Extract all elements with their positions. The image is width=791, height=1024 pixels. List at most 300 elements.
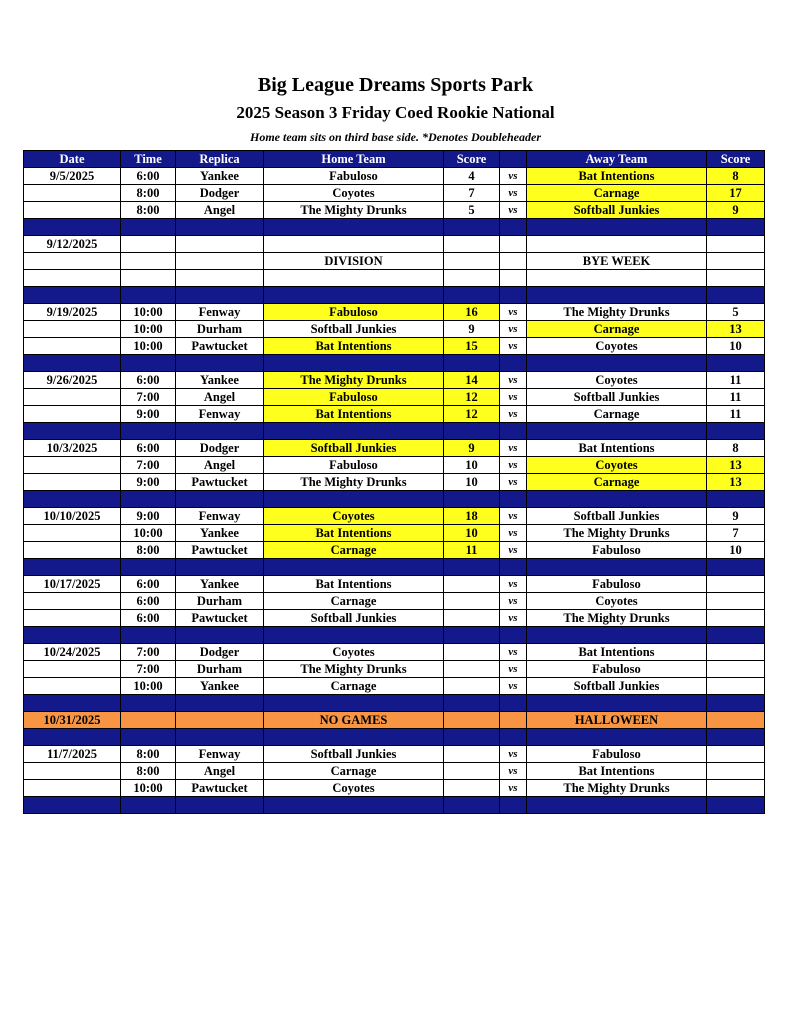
- separator-cell: [500, 491, 527, 508]
- separator-cell: [24, 627, 121, 644]
- separator-cell: [24, 559, 121, 576]
- date-cell: [24, 593, 121, 610]
- separator-cell: [264, 695, 444, 712]
- game-row: [24, 610, 765, 627]
- home-score-cell: 10: [444, 474, 500, 491]
- time-cell: 8:00: [121, 202, 176, 219]
- game-row: [24, 678, 765, 695]
- separator-cell: [176, 355, 264, 372]
- header-replica: Replica: [176, 151, 264, 168]
- replica-cell: Fenway: [176, 508, 264, 525]
- separator-cell: [707, 491, 765, 508]
- home-team-cell: Fabuloso: [264, 168, 444, 185]
- replica-cell: Pawtucket: [176, 542, 264, 559]
- separator-cell: [176, 219, 264, 236]
- home-team-cell: The Mighty Drunks: [264, 202, 444, 219]
- week-separator-row: [24, 423, 765, 440]
- home-score-cell: 5: [444, 202, 500, 219]
- page-title: Big League Dreams Sports Park: [257, 74, 534, 96]
- away-score-cell: [707, 253, 765, 270]
- away-score-cell: 5: [707, 304, 765, 321]
- week-separator-row: [24, 287, 765, 304]
- date-cell: [24, 542, 121, 559]
- date-cell: [24, 457, 121, 474]
- time-cell: 10:00: [121, 525, 176, 542]
- game-row: [24, 270, 765, 287]
- time-cell: 7:00: [121, 661, 176, 678]
- replica-cell: Dodger: [176, 644, 264, 661]
- vs-cell: vs: [500, 168, 527, 185]
- vs-cell: vs: [500, 678, 527, 695]
- away-score-cell: 11: [707, 406, 765, 423]
- date-cell: [24, 185, 121, 202]
- replica-cell: Angel: [176, 389, 264, 406]
- date-cell: [24, 763, 121, 780]
- separator-cell: [121, 729, 176, 746]
- separator-cell: [444, 729, 500, 746]
- separator-cell: [176, 423, 264, 440]
- away-score-cell: [707, 236, 765, 253]
- replica-cell: Yankee: [176, 576, 264, 593]
- time-cell: 10:00: [121, 678, 176, 695]
- away-team-cell: Carnage: [527, 406, 707, 423]
- separator-cell: [500, 797, 527, 814]
- separator-cell: [500, 729, 527, 746]
- home-team-cell: The Mighty Drunks: [264, 661, 444, 678]
- home-team-cell: Softball Junkies: [264, 746, 444, 763]
- away-score-cell: 13: [707, 457, 765, 474]
- vs-cell: vs: [500, 576, 527, 593]
- home-team-cell: Softball Junkies: [264, 321, 444, 338]
- week-separator-row: [24, 491, 765, 508]
- date-cell: [24, 610, 121, 627]
- separator-cell: [24, 695, 121, 712]
- away-team-cell: The Mighty Drunks: [527, 525, 707, 542]
- home-score-cell: [444, 746, 500, 763]
- home-score-cell: [444, 644, 500, 661]
- away-score-cell: 13: [707, 321, 765, 338]
- away-team-cell: Fabuloso: [527, 542, 707, 559]
- away-score-cell: 17: [707, 185, 765, 202]
- game-row: [24, 763, 765, 780]
- separator-cell: [24, 797, 121, 814]
- separator-cell: [527, 219, 707, 236]
- separator-cell: [24, 729, 121, 746]
- replica-cell: Fenway: [176, 304, 264, 321]
- replica-cell: Angel: [176, 763, 264, 780]
- home-team-cell: Fabuloso: [264, 304, 444, 321]
- home-score-cell: [444, 270, 500, 287]
- separator-cell: [121, 423, 176, 440]
- home-score-cell: 7: [444, 185, 500, 202]
- time-cell: 8:00: [121, 542, 176, 559]
- separator-cell: [500, 287, 527, 304]
- replica-cell: Angel: [176, 457, 264, 474]
- separator-cell: [264, 627, 444, 644]
- time-cell: 8:00: [121, 763, 176, 780]
- home-team-cell: The Mighty Drunks: [264, 372, 444, 389]
- header-home-team: Home Team: [264, 151, 444, 168]
- separator-cell: [444, 559, 500, 576]
- separator-cell: [24, 355, 121, 372]
- away-team-cell: Softball Junkies: [527, 678, 707, 695]
- date-cell: [24, 661, 121, 678]
- away-team-cell: Softball Junkies: [527, 389, 707, 406]
- separator-cell: [264, 491, 444, 508]
- time-cell: 6:00: [121, 440, 176, 457]
- home-team-cell: [264, 236, 444, 253]
- separator-cell: [444, 491, 500, 508]
- time-cell: 6:00: [121, 372, 176, 389]
- replica-cell: Dodger: [176, 440, 264, 457]
- away-score-cell: [707, 661, 765, 678]
- separator-cell: [264, 559, 444, 576]
- separator-cell: [176, 627, 264, 644]
- home-team-cell: Carnage: [264, 678, 444, 695]
- game-row: [24, 593, 765, 610]
- replica-cell: Durham: [176, 321, 264, 338]
- home-score-cell: 10: [444, 457, 500, 474]
- replica-cell: Yankee: [176, 525, 264, 542]
- game-row: [24, 576, 765, 593]
- game-row: [24, 236, 765, 253]
- time-cell: [121, 253, 176, 270]
- away-score-cell: 8: [707, 168, 765, 185]
- home-team-cell: DIVISION: [264, 253, 444, 270]
- separator-cell: [176, 797, 264, 814]
- home-team-cell: Coyotes: [264, 644, 444, 661]
- time-cell: 9:00: [121, 474, 176, 491]
- replica-cell: Dodger: [176, 185, 264, 202]
- away-team-cell: Bat Intentions: [527, 763, 707, 780]
- vs-cell: vs: [500, 440, 527, 457]
- away-score-cell: 11: [707, 389, 765, 406]
- game-row: [24, 746, 765, 763]
- home-team-cell: Carnage: [264, 542, 444, 559]
- time-cell: 10:00: [121, 321, 176, 338]
- home-score-cell: 9: [444, 440, 500, 457]
- separator-cell: [707, 423, 765, 440]
- away-score-cell: 8: [707, 440, 765, 457]
- replica-cell: [176, 270, 264, 287]
- header-away-team: Away Team: [527, 151, 707, 168]
- separator-cell: [176, 491, 264, 508]
- separator-cell: [527, 695, 707, 712]
- replica-cell: [176, 712, 264, 729]
- home-score-cell: 10: [444, 525, 500, 542]
- vs-cell: [500, 236, 527, 253]
- date-cell: 10/31/2025: [24, 712, 121, 729]
- home-score-cell: 9: [444, 321, 500, 338]
- date-cell: [24, 321, 121, 338]
- separator-cell: [707, 695, 765, 712]
- schedule-note: Home team sits on third base side. *Denotes Doubleheader: [250, 130, 541, 144]
- time-cell: 10:00: [121, 338, 176, 355]
- away-score-cell: 10: [707, 338, 765, 355]
- separator-cell: [707, 287, 765, 304]
- home-score-cell: 14: [444, 372, 500, 389]
- home-score-cell: [444, 593, 500, 610]
- game-row: [24, 304, 765, 321]
- away-team-cell: BYE WEEK: [527, 253, 707, 270]
- home-score-cell: [444, 253, 500, 270]
- header-home-score: Score: [444, 151, 500, 168]
- separator-cell: [121, 627, 176, 644]
- separator-cell: [707, 627, 765, 644]
- separator-cell: [500, 559, 527, 576]
- home-score-cell: [444, 610, 500, 627]
- away-team-cell: The Mighty Drunks: [527, 780, 707, 797]
- separator-cell: [707, 355, 765, 372]
- separator-cell: [500, 423, 527, 440]
- game-row: [24, 780, 765, 797]
- away-team-cell: Bat Intentions: [527, 440, 707, 457]
- replica-cell: Fenway: [176, 746, 264, 763]
- separator-cell: [444, 355, 500, 372]
- time-cell: 8:00: [121, 185, 176, 202]
- away-score-cell: 10: [707, 542, 765, 559]
- week-separator-row: [24, 355, 765, 372]
- replica-cell: Fenway: [176, 406, 264, 423]
- away-score-cell: [707, 780, 765, 797]
- away-team-cell: Coyotes: [527, 593, 707, 610]
- separator-cell: [527, 797, 707, 814]
- separator-cell: [24, 491, 121, 508]
- game-row: [24, 661, 765, 678]
- week-separator-row: [24, 797, 765, 814]
- replica-cell: Pawtucket: [176, 780, 264, 797]
- time-cell: 7:00: [121, 389, 176, 406]
- separator-cell: [500, 627, 527, 644]
- away-team-cell: Carnage: [527, 185, 707, 202]
- separator-cell: [527, 423, 707, 440]
- separator-cell: [444, 423, 500, 440]
- game-row: [24, 542, 765, 559]
- away-score-cell: [707, 270, 765, 287]
- separator-cell: [527, 491, 707, 508]
- replica-cell: Pawtucket: [176, 610, 264, 627]
- separator-cell: [264, 423, 444, 440]
- week-separator-row: [24, 559, 765, 576]
- vs-cell: [500, 270, 527, 287]
- separator-cell: [444, 627, 500, 644]
- separator-cell: [176, 287, 264, 304]
- separator-cell: [527, 355, 707, 372]
- away-score-cell: [707, 678, 765, 695]
- away-team-cell: Fabuloso: [527, 746, 707, 763]
- replica-cell: Pawtucket: [176, 474, 264, 491]
- replica-cell: [176, 253, 264, 270]
- separator-cell: [500, 355, 527, 372]
- replica-cell: Yankee: [176, 372, 264, 389]
- game-row: [24, 202, 765, 219]
- separator-cell: [24, 423, 121, 440]
- home-score-cell: 18: [444, 508, 500, 525]
- away-team-cell: Coyotes: [527, 338, 707, 355]
- away-score-cell: [707, 593, 765, 610]
- home-score-cell: [444, 678, 500, 695]
- home-score-cell: [444, 236, 500, 253]
- game-row: [24, 406, 765, 423]
- vs-cell: vs: [500, 406, 527, 423]
- game-row: [24, 185, 765, 202]
- separator-cell: [121, 287, 176, 304]
- game-row: [24, 372, 765, 389]
- vs-cell: vs: [500, 780, 527, 797]
- home-team-cell: Softball Junkies: [264, 610, 444, 627]
- separator-cell: [121, 559, 176, 576]
- schedule-body: [24, 168, 765, 814]
- time-cell: 9:00: [121, 406, 176, 423]
- home-score-cell: [444, 712, 500, 729]
- vs-cell: vs: [500, 644, 527, 661]
- vs-cell: vs: [500, 746, 527, 763]
- separator-cell: [121, 219, 176, 236]
- home-team-cell: Bat Intentions: [264, 338, 444, 355]
- home-team-cell: Fabuloso: [264, 389, 444, 406]
- away-team-cell: Fabuloso: [527, 661, 707, 678]
- time-cell: 6:00: [121, 576, 176, 593]
- date-cell: 10/3/2025: [24, 440, 121, 457]
- date-cell: [24, 474, 121, 491]
- separator-cell: [121, 797, 176, 814]
- home-team-cell: Coyotes: [264, 185, 444, 202]
- time-cell: [121, 712, 176, 729]
- vs-cell: vs: [500, 372, 527, 389]
- date-cell: [24, 253, 121, 270]
- home-score-cell: 4: [444, 168, 500, 185]
- header-vs: [500, 151, 527, 168]
- time-cell: [121, 270, 176, 287]
- holiday-row: [24, 712, 765, 729]
- separator-cell: [176, 729, 264, 746]
- date-cell: 10/10/2025: [24, 508, 121, 525]
- separator-cell: [444, 695, 500, 712]
- vs-cell: vs: [500, 457, 527, 474]
- home-score-cell: 15: [444, 338, 500, 355]
- vs-cell: vs: [500, 508, 527, 525]
- header-date: Date: [24, 151, 121, 168]
- home-team-cell: Fabuloso: [264, 457, 444, 474]
- date-cell: 9/12/2025: [24, 236, 121, 253]
- separator-cell: [176, 695, 264, 712]
- time-cell: 10:00: [121, 304, 176, 321]
- schedule-table: [23, 150, 765, 814]
- away-score-cell: [707, 712, 765, 729]
- vs-cell: [500, 712, 527, 729]
- separator-cell: [707, 559, 765, 576]
- time-cell: 8:00: [121, 746, 176, 763]
- week-separator-row: [24, 627, 765, 644]
- game-row: [24, 508, 765, 525]
- separator-cell: [24, 287, 121, 304]
- home-score-cell: 16: [444, 304, 500, 321]
- date-cell: [24, 338, 121, 355]
- vs-cell: vs: [500, 474, 527, 491]
- home-score-cell: [444, 576, 500, 593]
- separator-cell: [444, 219, 500, 236]
- game-row: [24, 338, 765, 355]
- away-score-cell: 13: [707, 474, 765, 491]
- time-cell: 6:00: [121, 168, 176, 185]
- header-away-score: Score: [707, 151, 765, 168]
- away-team-cell: Coyotes: [527, 457, 707, 474]
- away-team-cell: Bat Intentions: [527, 168, 707, 185]
- vs-cell: vs: [500, 338, 527, 355]
- home-team-cell: The Mighty Drunks: [264, 474, 444, 491]
- away-team-cell: Softball Junkies: [527, 508, 707, 525]
- home-score-cell: [444, 763, 500, 780]
- game-row: [24, 525, 765, 542]
- time-cell: 9:00: [121, 508, 176, 525]
- away-team-cell: The Mighty Drunks: [527, 610, 707, 627]
- separator-cell: [527, 729, 707, 746]
- date-cell: [24, 389, 121, 406]
- header-time: Time: [121, 151, 176, 168]
- date-cell: [24, 202, 121, 219]
- page-subtitle: 2025 Season 3 Friday Coed Rookie National: [236, 103, 555, 122]
- separator-cell: [707, 219, 765, 236]
- header-row: [24, 151, 765, 168]
- vs-cell: vs: [500, 525, 527, 542]
- away-team-cell: The Mighty Drunks: [527, 304, 707, 321]
- game-row: [24, 457, 765, 474]
- week-separator-row: [24, 695, 765, 712]
- separator-cell: [500, 219, 527, 236]
- date-cell: [24, 678, 121, 695]
- game-row: [24, 389, 765, 406]
- separator-cell: [121, 491, 176, 508]
- vs-cell: vs: [500, 202, 527, 219]
- date-cell: 10/17/2025: [24, 576, 121, 593]
- date-cell: [24, 270, 121, 287]
- date-cell: [24, 780, 121, 797]
- vs-cell: vs: [500, 542, 527, 559]
- separator-cell: [444, 287, 500, 304]
- separator-cell: [527, 627, 707, 644]
- away-team-cell: Carnage: [527, 474, 707, 491]
- away-team-cell: HALLOWEEN: [527, 712, 707, 729]
- vs-cell: vs: [500, 763, 527, 780]
- replica-cell: Yankee: [176, 168, 264, 185]
- game-row: [24, 253, 765, 270]
- home-team-cell: Softball Junkies: [264, 440, 444, 457]
- vs-cell: vs: [500, 389, 527, 406]
- separator-cell: [444, 797, 500, 814]
- time-cell: 7:00: [121, 644, 176, 661]
- separator-cell: [24, 219, 121, 236]
- game-row: [24, 321, 765, 338]
- vs-cell: vs: [500, 304, 527, 321]
- time-cell: 10:00: [121, 780, 176, 797]
- home-team-cell: [264, 270, 444, 287]
- away-score-cell: [707, 610, 765, 627]
- vs-cell: vs: [500, 321, 527, 338]
- vs-cell: vs: [500, 593, 527, 610]
- home-team-cell: Bat Intentions: [264, 525, 444, 542]
- away-score-cell: [707, 644, 765, 661]
- vs-cell: vs: [500, 610, 527, 627]
- date-cell: 11/7/2025: [24, 746, 121, 763]
- time-cell: [121, 236, 176, 253]
- time-cell: 6:00: [121, 610, 176, 627]
- away-score-cell: 11: [707, 372, 765, 389]
- away-score-cell: 9: [707, 508, 765, 525]
- away-team-cell: Fabuloso: [527, 576, 707, 593]
- away-score-cell: 9: [707, 202, 765, 219]
- replica-cell: Angel: [176, 202, 264, 219]
- away-team-cell: Bat Intentions: [527, 644, 707, 661]
